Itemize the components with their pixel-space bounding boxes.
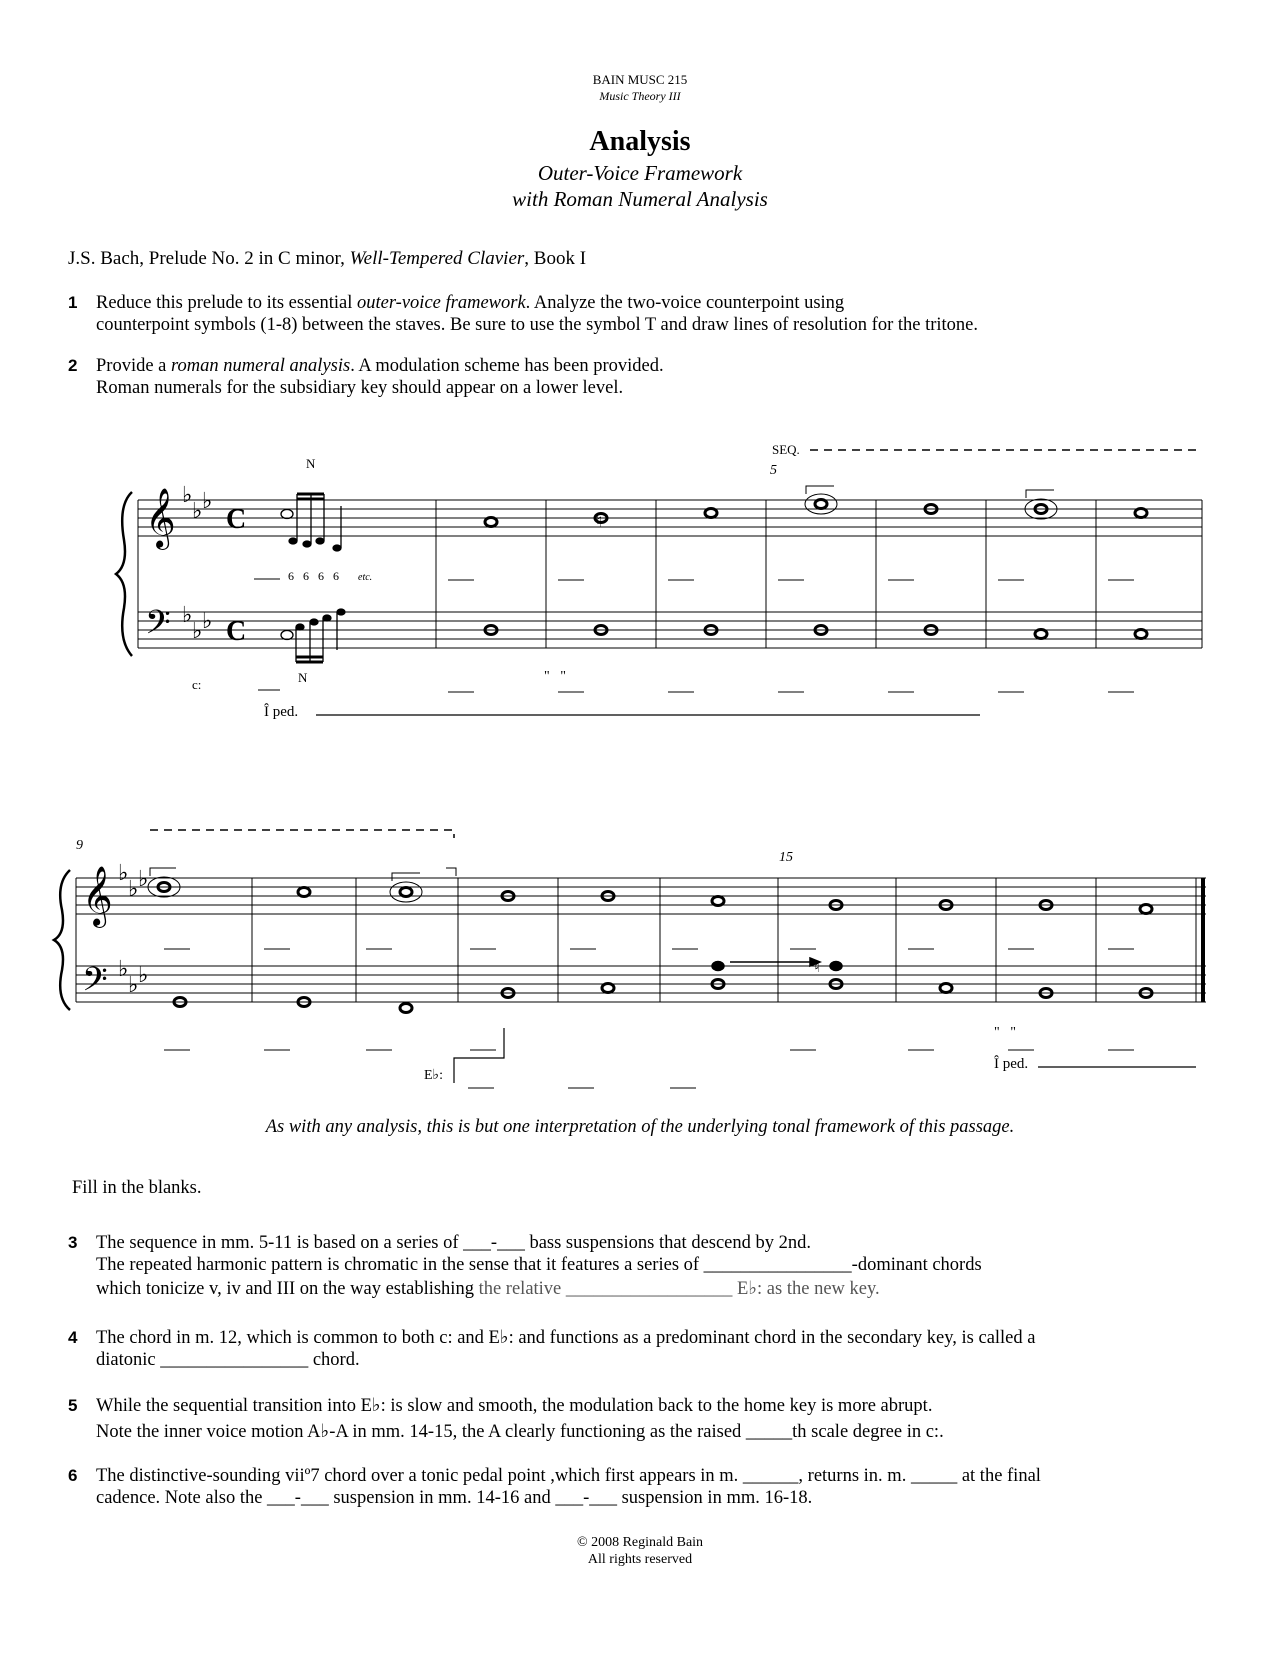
q2-text: Provide a	[96, 356, 172, 376]
piece-composer: J.S. Bach, Prelude No. 2 in C minor,	[68, 248, 350, 269]
piece-work: Well-Tempered Clavier	[349, 248, 525, 269]
measure-number-15: 15	[779, 850, 793, 865]
q2-text-end: . A modulation scheme has been provided.	[350, 356, 664, 376]
q4-line1: The chord in m. 12, which is common to both c: and E♭: and functions as a predominant chord in the secondary key, is called a	[96, 1328, 1036, 1348]
figured-bass: 6 6 6 6	[288, 569, 339, 583]
svg-text:♭: ♭	[138, 962, 149, 987]
question-3	[68, 1232, 982, 1300]
question-number: 2	[68, 356, 78, 375]
pedal-label-2: Î ped.	[994, 1056, 1029, 1072]
system-2-treble-staff	[76, 878, 1206, 914]
svg-text:♭: ♭	[118, 860, 129, 885]
measure-number-9: 9	[76, 838, 83, 853]
svg-text:♭: ♭	[202, 488, 213, 513]
question-number: 5	[68, 1396, 78, 1415]
svg-text:♭: ♭	[138, 866, 149, 891]
pedal-label-1: Î ped.	[264, 704, 299, 720]
q6-line1: The distinctive-sounding viiº7 chord over a tonic pedal point ,which first appears in m. ______, returns in. m. _____ at the final	[96, 1466, 1041, 1486]
ditto-marks: " "	[994, 1025, 1016, 1040]
svg-text:♭: ♭	[128, 972, 139, 997]
nct-label-lower: N	[298, 670, 308, 685]
question-number: 6	[68, 1466, 78, 1485]
svg-text:♭: ♭	[128, 876, 139, 901]
q1-text-end: . Analyze the two-voice counterpoint using	[525, 293, 845, 313]
inner-voice-motion	[712, 958, 842, 971]
q1-line2: counterpoint symbols (1-8) between the staves. Be sure to use the symbol T and draw lines of resolution for the tritone.	[96, 315, 978, 335]
copyright: © 2008 Reginald Bain	[576, 1535, 704, 1550]
suspension-brackets	[150, 486, 1054, 881]
page-title: Analysis	[589, 126, 691, 157]
key-signatures	[118, 482, 212, 997]
question-5	[68, 1395, 944, 1443]
rights: All rights reserved	[587, 1552, 693, 1567]
question-4	[68, 1327, 1035, 1371]
q2-line2: Roman numerals for the subsidiary key should appear on a lower level.	[96, 378, 624, 398]
brace-2	[54, 870, 70, 1010]
q3-line3-end: the relative __________________ E♭: as the new key.	[478, 1279, 880, 1299]
page-subtitle-2: with Roman Numeral Analysis	[512, 187, 768, 211]
q2-emphasis: roman numeral analysis	[171, 356, 351, 376]
natural-sign-icon: ♮	[596, 511, 603, 531]
treble-clef-icon: 𝄞	[82, 868, 113, 925]
nct-label-upper: N	[306, 456, 316, 471]
system-2-bass-staff	[76, 966, 1206, 1002]
system-2-barlines	[76, 878, 1196, 1002]
piece-book: , Book I	[524, 248, 587, 269]
course-code: BAIN MUSC 215	[592, 72, 688, 87]
treble-clef-icon: 𝄞	[145, 490, 176, 547]
key-label-c: c:	[192, 677, 202, 692]
ditto-marks: " "	[544, 669, 566, 684]
q1-emphasis: outer-voice framework	[357, 293, 526, 313]
q6-line2: cadence. Note also the ___-___ suspension in mm. 14-16 and ___-___ suspension in mm. 16-18.	[96, 1488, 813, 1508]
svg-text:♭: ♭	[182, 602, 193, 627]
q3-line3: which tonicize v, iv and III on the way establishing	[96, 1279, 479, 1299]
q5-line1: While the sequential transition into E♭: is slow and smooth, the modulation back to the home key is more abrupt.	[96, 1396, 933, 1416]
common-time-icon: C	[226, 504, 247, 535]
q3-line1: The sequence in mm. 5-11 is based on a series of ___-___ bass suspensions that descend by 2nd.	[96, 1233, 812, 1253]
brace-1	[116, 492, 132, 656]
q5-line2: Note the inner voice motion A♭-A in mm. 14-15, the A clearly functioning as the raised _____th scale degree in c:.	[96, 1422, 944, 1442]
svg-text:♭: ♭	[192, 618, 203, 643]
figured-bass-etc: etc.	[358, 572, 373, 583]
fill-in-heading: Fill in the blanks.	[72, 1178, 202, 1198]
course-name: Music Theory III	[599, 89, 681, 103]
pivot-bracket	[454, 1028, 504, 1083]
q4-line2: diatonic ________________ chord.	[96, 1350, 360, 1370]
page-subtitle-1: Outer-Voice Framework	[537, 161, 743, 185]
question-number: 3	[68, 1233, 78, 1252]
measure-number-5: 5	[770, 463, 777, 478]
question-number: 1	[68, 293, 78, 312]
q3-line2: The repeated harmonic pattern is chromatic in the sense that it features a series of ________________-dominant chords	[96, 1255, 982, 1275]
footer	[0, 1534, 1280, 1568]
bass-clef-icon: 𝄢	[145, 604, 171, 649]
q1-text: Reduce this prelude to its essential	[96, 293, 357, 313]
common-time-icon: C	[226, 616, 247, 647]
svg-text:♭: ♭	[192, 498, 203, 523]
question-6	[68, 1465, 1041, 1509]
svg-text:♭: ♭	[182, 482, 193, 507]
natural-sign-icon: ♮	[814, 959, 820, 976]
bass-clef-icon: 𝄢	[82, 961, 108, 1006]
svg-text:♭: ♭	[118, 956, 129, 981]
seq-label: SEQ.	[772, 442, 800, 457]
key-label-eb: E♭:	[424, 1068, 444, 1083]
seq-dashed-line	[150, 830, 454, 838]
svg-text:♭: ♭	[202, 608, 213, 633]
analysis-note: As with any analysis, this is but one interpretation of the underlying tonal framework of this passage.	[265, 1117, 1015, 1137]
circled-suspensions	[148, 494, 1057, 902]
question-number: 4	[68, 1328, 78, 1347]
